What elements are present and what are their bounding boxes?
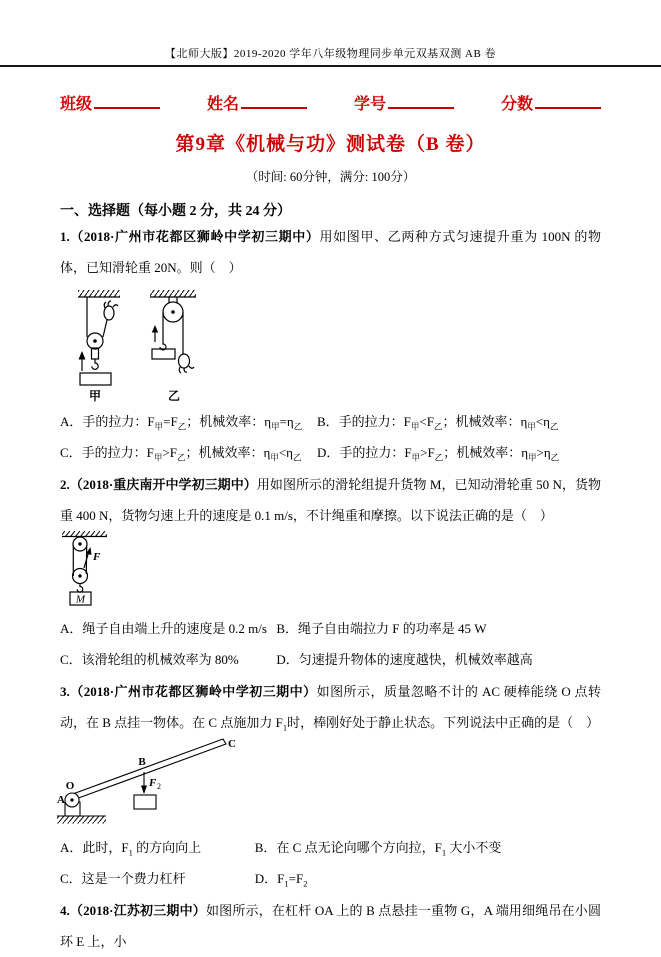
load-box xyxy=(80,373,111,385)
doc-header xyxy=(0,0,661,67)
q2-option-a: A．绳子自由端上升的速度是 0.2 m/s xyxy=(60,613,276,644)
question-1-stem: 用如图甲、乙两种方式匀速提升重为 100N 的物体，已知滑轮重 20N。则（ ） xyxy=(60,229,601,275)
question-3-stem: 如图所示，质量忽略不计的 AC 硬棒能绕 O 点转动，在 B 点挂一物体。在 C 点施加力 $F_1$时，棒刚好处于静止状态。下列说法中正确的是（ ） xyxy=(60,684,601,730)
question-3 xyxy=(60,676,601,894)
q2-option-b: B．绳子自由端拉力 F 的功率是 45 W xyxy=(276,613,601,644)
field-class-blank xyxy=(94,94,160,109)
ceiling-hatch xyxy=(62,531,107,536)
q3-label-a: A xyxy=(57,794,65,806)
q2-load-label: M xyxy=(75,594,86,606)
field-score-blank xyxy=(535,94,601,109)
question-1-source: （2018·广州市花都区狮岭中学初三期中） xyxy=(70,229,320,244)
question-4 xyxy=(60,895,601,957)
q1-figure-pulleys xyxy=(62,286,237,404)
question-2-text xyxy=(60,469,601,531)
pivot-stand xyxy=(65,793,80,816)
field-student-id-label: 学号 xyxy=(354,96,386,113)
q1-option-a: A．手的拉力：$F_甲=F_乙$；机械效率：$\eta_甲=\eta_乙$ xyxy=(60,406,317,437)
q1-option-c: C．手的拉力：$F_甲>F_乙$；机械效率：$\eta_甲<\eta_乙$ xyxy=(60,437,317,468)
q1-option-d: D．手的拉力：$F_甲>F_乙$；机械效率：$\eta_甲>\eta_乙$ xyxy=(317,437,601,468)
q3-options xyxy=(60,832,601,894)
content xyxy=(0,91,661,957)
question-2-stem: 用如图所示的滑轮组提升货物 M，已知动滑轮重 50 N，货物重 400 N，货物匀速上升的速度是 0.1 m/s，不计绳重和摩擦。以下说法正确的是（ ） xyxy=(60,477,601,523)
q2-option-d: D．匀速提升物体的速度越快，机械效率越高 xyxy=(276,644,601,675)
q3-option-d: D．$F_1=F_2$ xyxy=(255,863,601,894)
ceiling-hatch xyxy=(150,290,196,297)
q2-option-c: C．该滑轮组的机械效率为 80% xyxy=(60,644,276,675)
field-class-label: 班级 xyxy=(60,96,92,113)
q3-label-c: C xyxy=(228,738,236,750)
field-score xyxy=(501,91,601,114)
page-title: 第9章《机械与功》测试卷（B 卷） xyxy=(60,129,601,156)
q2-force-label: F xyxy=(92,551,101,563)
question-1 xyxy=(60,221,601,468)
student-fields-row xyxy=(60,91,601,114)
q1-option-b: B．手的拉力：$F_甲<F_乙$；机械效率：$\eta_甲<\eta_乙$ xyxy=(317,406,601,437)
field-student-id-blank xyxy=(388,94,454,109)
q3-label-o: O xyxy=(66,780,75,792)
q1-left-label: 甲 xyxy=(89,389,101,403)
hook-icon xyxy=(92,359,98,369)
q1-left-system xyxy=(78,290,120,385)
question-3-number: 3. xyxy=(60,684,70,699)
question-4-number: 4. xyxy=(60,903,70,918)
load-box xyxy=(134,795,156,809)
ground-hatch xyxy=(57,817,106,824)
q1-right-system xyxy=(150,290,196,373)
question-4-source: （2018·江苏初三期中） xyxy=(70,903,206,918)
field-student-id xyxy=(354,91,454,114)
section-heading: 一、选择题（每小题 2 分，共 24 分） xyxy=(60,200,601,220)
q2-figure-pulley-block xyxy=(60,531,155,611)
up-arrow xyxy=(79,351,86,371)
q3-label-b: B xyxy=(138,756,146,768)
question-2-source: （2018·重庆南开中学初三期中） xyxy=(70,477,257,492)
field-name xyxy=(207,91,307,114)
q1-right-label: 乙 xyxy=(168,389,180,403)
field-class xyxy=(60,91,160,114)
question-2 xyxy=(60,469,601,675)
question-2-number: 2. xyxy=(60,477,70,492)
question-3-source: （2018·广州市花都区狮岭中学初三期中） xyxy=(70,684,317,699)
question-4-text xyxy=(60,895,601,957)
question-3-text xyxy=(60,676,601,738)
doc-header-text: 【北师大版】2019-2020 学年八年级物理同步单元双基双测 AB 卷 xyxy=(165,48,496,60)
q3-option-c: C．这是一个费力杠杆 xyxy=(60,863,255,894)
hand-icon xyxy=(104,301,118,320)
ceiling-hatch xyxy=(78,290,120,297)
question-1-number: 1. xyxy=(60,229,70,244)
lever-rod xyxy=(70,739,226,800)
force-arrow xyxy=(84,547,92,568)
field-name-blank xyxy=(241,94,307,109)
q3-figure-lever xyxy=(34,738,252,828)
field-score-label: 分数 xyxy=(501,96,533,113)
hook-icon xyxy=(77,584,83,593)
exam-meta: （时间: 60分钟，满分: 100分） xyxy=(60,167,601,185)
up-arrow xyxy=(152,325,158,342)
q3-option-b: B．在 C 点无论向哪个方向拉，$F_1$ 大小不变 xyxy=(255,832,601,863)
q3-option-a: A．此时，$F_1$ 的方向向上 xyxy=(60,832,255,863)
q3-force-label: F xyxy=(148,777,157,789)
question-4-stem: 如图所示，在杠杆 OA 上的 B 点悬挂一重物 G，A 端用细绳吊在小圆环 E 上，小 xyxy=(60,903,601,949)
q2-options xyxy=(60,613,601,675)
hand-icon xyxy=(179,354,195,373)
q3-force-sub: 2 xyxy=(157,782,161,791)
question-1-text xyxy=(60,221,601,283)
q1-options xyxy=(60,406,601,468)
field-name-label: 姓名 xyxy=(207,96,239,113)
